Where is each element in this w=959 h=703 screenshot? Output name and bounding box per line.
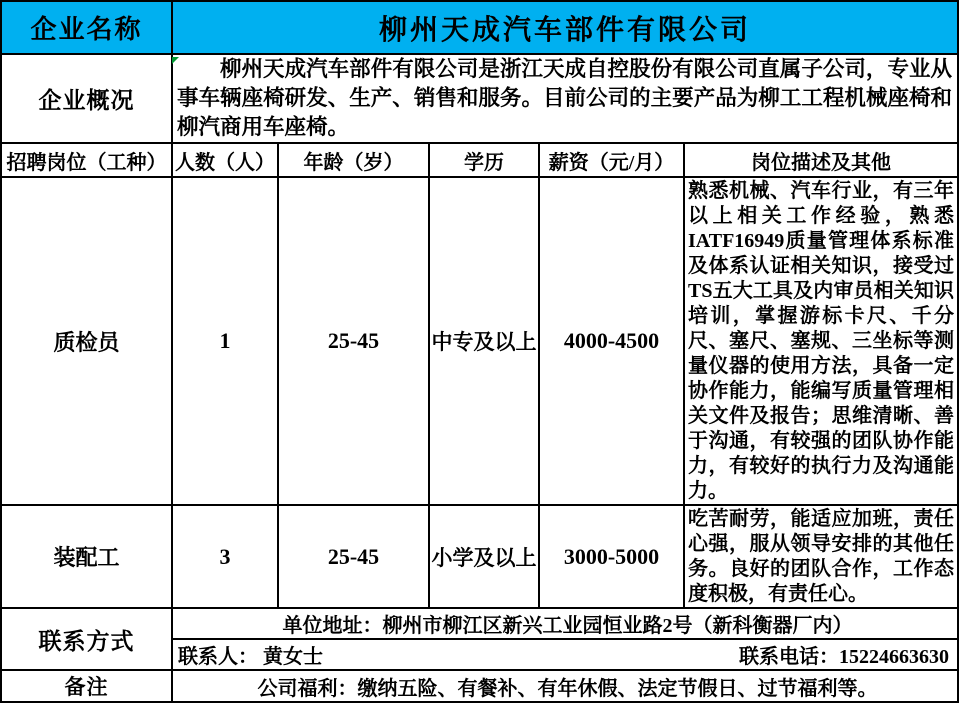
overview-cell [172,54,958,143]
remarks-row [1,670,958,702]
header-age: 年龄（岁） [278,143,429,177]
remarks-cell [172,670,958,702]
remarks-label: 备注 [1,670,172,702]
header-description: 岗位描述及其他 [684,143,958,177]
contact-address-cell [172,608,958,639]
header-salary: 薪资（元/月） [539,143,684,177]
company-name-row [1,1,958,54]
company-overview-row [1,54,958,143]
job-description: 熟悉机械、汽车行业，有三年以上相关工作经验，熟悉IATF16949质量管理体系标准及体系认证相关知识，接受过TS五大工具及内审员相关知识培训，掌握游标卡尺、千分尺、塞尺、塞规、三坐标等测量仪器的使用方法，具备一定协作能力，能编写质量管理相关文件及报告；思维清晰、善于沟通，有较强的团队协作能力，有较好的执行力及沟通能力。 [688,180,955,502]
job-age: 25-45 [278,177,429,505]
contact-address-row [1,608,958,639]
overview-label: 企业概况 [1,54,172,143]
contact-address: 单位地址：柳州市柳江区新兴工业园恒业路2号（新科衡器厂内） [282,615,853,637]
header-position: 招聘岗位（工种） [1,143,172,177]
contact-person: 联系人： 黄女士 [178,646,323,668]
jobs-header-row [1,143,958,177]
job-headcount: 1 [172,177,278,505]
overview-text: 柳州天成汽车部件有限公司是浙江天成自控股份有限公司直属子公司，专业从事车辆座椅研发、生产、销售和服务。目前公司的主要产品为柳工工程机械座椅和柳汽商用车座椅。 [177,57,953,139]
job-salary: 3000-5000 [539,505,684,608]
job-description-cell [684,177,958,505]
contact-person-cell [172,639,958,670]
paste-artifact-icon [172,57,179,64]
job-headcount: 3 [172,505,278,608]
job-description-cell [684,505,958,608]
job-title: 质检员 [1,177,172,505]
company-name-label: 企业名称 [1,1,172,54]
job-row-assembler [1,505,958,608]
job-age: 25-45 [278,505,429,608]
job-title: 装配工 [1,505,172,608]
job-education: 中专及以上 [429,177,539,505]
company-name-value: 柳州天成汽车部件有限公司 [172,1,958,54]
job-description: 吃苦耐劳，能适应加班，责任心强，服从领导安排的其他任务。良好的团队合作，工作态度积极，有责任心。 [688,508,955,605]
job-row-inspector [1,177,958,505]
contact-phone: 联系电话：15224663630 [739,646,950,668]
header-education: 学历 [429,143,539,177]
job-salary: 4000-4500 [539,177,684,505]
contact-label: 联系方式 [1,608,172,670]
header-headcount: 人数（人） [172,143,278,177]
remarks-content: 公司福利：缴纳五险、有餐补、有年休假、法定节假日、过节福利等。 [257,677,878,700]
job-education: 小学及以上 [429,505,539,608]
